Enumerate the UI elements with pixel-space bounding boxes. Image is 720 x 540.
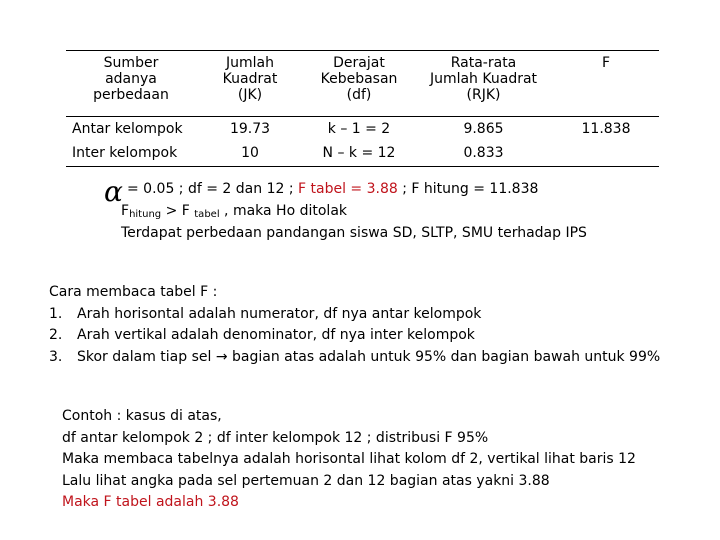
list-item: 2. Arah vertikal adalah denominator, df nya inter kelompok: [49, 327, 475, 343]
example-conclusion: Maka F tabel adalah 3.88: [62, 494, 239, 510]
list-item: 3. Skor dalam tiap sel → bagian atas adalah untuk 95% dan bagian bawah untuk 99%: [49, 348, 661, 365]
cell-source: Inter kelompok: [66, 142, 196, 167]
header-df: Derajat Kebebasan (df): [304, 51, 414, 117]
howto-section: [49, 282, 660, 368]
summary-line-1: = 0.05 ; df = 2 dan 12 ; F tabel = 3.88 ; F hitung = 11.838: [127, 181, 539, 197]
header-f: F: [553, 51, 659, 117]
cell-jk: 19.73: [229, 121, 271, 137]
example-line: Maka membaca tabelnya adalah horisontal lihat kolom df 2, vertikal lihat baris 12: [62, 451, 636, 467]
list-item: 1. Arah horisontal adalah numerator, df nya antar kelompok: [49, 305, 482, 322]
header-rjk: Rata-rata Jumlah Kuadrat (RJK): [414, 51, 553, 117]
arrow-right-icon: →: [215, 348, 228, 365]
cell-rjk: 9.865: [463, 121, 504, 137]
cell-f: [553, 142, 659, 167]
example-line: Contoh : kasus di atas,: [62, 408, 222, 424]
summary-line-3: Terdapat perbedaan pandangan siswa SD, SLTP, SMU terhadap IPS: [121, 225, 587, 241]
cell-f: 11.838: [581, 121, 631, 137]
cell-rjk: 0.833: [414, 142, 553, 167]
cell-jk: 10: [196, 142, 304, 167]
cell-df: k – 1 = 2: [327, 121, 391, 137]
summary-line-2: $F_{hitung} > F$ $_{tabel}$ , maka Ho ditolak: [121, 203, 348, 220]
header-source: Sumber adanya perbedaan: [66, 51, 196, 117]
example-line: df antar kelompok 2 ; df inter kelompok 12 ; distribusi F 95%: [62, 429, 489, 446]
example-section: [62, 406, 636, 514]
cell-df: N – k = 12: [304, 142, 414, 167]
alpha-symbol: α: [104, 175, 123, 208]
example-line: Lalu lihat angka pada sel pertemuan 2 dan 12 bagian atas yakni 3.88: [62, 472, 550, 489]
anova-table: [66, 50, 659, 167]
f-tabel-value: F tabel = 3.88: [298, 181, 398, 197]
table-row: [66, 142, 659, 167]
table-row: [66, 117, 659, 142]
f-hitung-value: F hitung = 11.838: [411, 181, 539, 197]
howto-title: Cara membaca tabel F :: [49, 284, 218, 300]
table-header-row: [66, 51, 659, 117]
header-jk: Jumlah Kuadrat (JK): [196, 51, 304, 117]
cell-source: Antar kelompok: [72, 121, 183, 137]
